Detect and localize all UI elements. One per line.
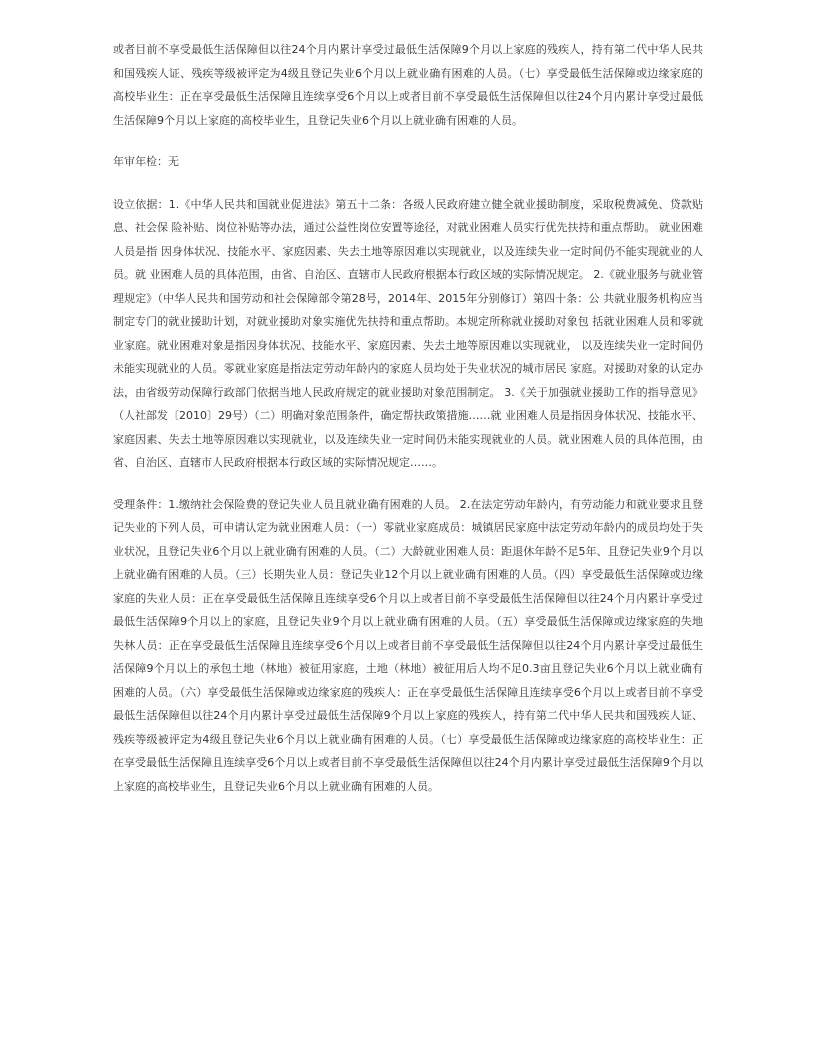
paragraph-legal-basis: 设立依据：1.《中华人民共和国就业促进法》第五十二条：各级人民政府建立健全就业援助制度，采取税费减免、贷款贴息、社会保 险补贴、岗位补贴等办法，通过公益性岗位安置等途径，对就业困难人员实行优先扶持和重点帮助。 就业困难人员是指 因身体状况、技能水平、家庭因素、失去土地等原因难以实现就业，以及连续失业一定时间仍不能实现就业的人员。就 业困难人员的具体范围，由省、自治区、直辖市人民政府根据本行政区域的实际情况规定。 2.《就业服务与就业管理规定》（中华人民共和国劳动和社会保障部令第28号，2014年、2015年分别修订）第四十条：公 共就业服务机构应当制定专门的就业援助计划，对就业援助对象实施优先扶持和重点帮助。本规定所称就业援助对象包 括就业困难人员和零就业家庭。就业困难对象是指因身体状况、技能水平、家庭因素、失去土地等原因难以实现就业， 以及连续失业一定时间仍未能实现就业的人员。零就业家庭是指法定劳动年龄内的家庭人员均处于失业状况的城市居民 家庭。对援助对象的认定办法，由省级劳动保障行政部门依据当地人民政府规定的就业援助对象范围制定。 3.《关于加强就业援助工作的指导意见》（人社部发〔2010〕29号）（二）明确对象范围条件，确定帮扶政策措施……就 业困难人员是指因身体状况、技能水平、家庭因素、失去土地等原因难以实现就业，以及连续失业一定时间仍未能实现就业的人员。就业困难人员的具体范围，由省、自治区、直辖市人民政府根据本行政区域的实际情况规定……。 — [113, 197, 703, 469]
paragraph-continuation: 或者目前不享受最低生活保障但以往24个月内累计享受过最低生活保障9个月以上家庭的残疾人，持有第二代中华人民共和国残疾人证、残疾等级被评定为4级且登记失业6个月以上就业确有困难的人员。（七）享受最低生活保障或边缘家庭的高校毕业生：正在享受最低生活保障且连续享受6个月以上或者目前不享受最低生活保障但以往24个月内累计享受过最低生活保障9个月以上家庭的高校毕业生，且登记失业6个月以上就业确有困难的人员。 — [113, 43, 703, 127]
paragraph-spacer — [113, 132, 703, 150]
document-page — [113, 38, 703, 798]
paragraph-spacer — [113, 174, 703, 193]
paragraph-spacer — [113, 475, 703, 493]
paragraph-annual-review: 年审年检：无 — [113, 155, 179, 168]
paragraph-acceptance-conditions: 受理条件：1.缴纳社会保险费的登记失业人员且就业确有困难的人员。 2.在法定劳动年龄内，有劳动能力和就业要求且登记失业的下列人员，可申请认定为就业困难人员：（一）零就业家庭成员：城镇居民家庭中法定劳动年龄内的成员均处于失业状况，且登记失业6个月以上就业确有困难的人员。（二）大龄就业困难人员：距退休年龄不足5年、且登记失业9个月以上就业确有困难的人员。（三）长期失业人员：登记失业12个月以上就业确有困难的人员。（四）享受最低生活保障或边缘家庭的失业人员：正在享受最低生活保障且连续享受6个月以上或者目前不享受最低生活保障但以往24个月内累计享受过最低生活保障9个月以上的家庭，且登记失业9个月以上就业确有困难的人员。（五）享受最低生活保障或边缘家庭的失地失林人员：正在享受最低生活保障且连续享受6个月以上或者目前不享受最低生活保障但以往24个月内累计享受过最低生活保障9个月以上的承包土地（林地）被征用家庭，土地（林地）被征用后人均不足0.3亩且登记失业6个月以上就业确有困难的人员。（六）享受最低生活保障或边缘家庭的残疾人：正在享受最低生活保障且连续享受6个月以上或者目前不享受最低生活保障但以往24个月内累计享受过最低生活保障9个月以上家庭的残疾人，持有第二代中华人民共和国残疾人证、残疾等级被评定为4级且登记失业6个月以上就业确有困难的人员。（七）享受最低生活保障或边缘家庭的高校毕业生：正在享受最低生活保障且连续享受6个月以上或者目前不享受最低生活保障但以往24个月内累计享受过最低生活保障9个月以上家庭的高校毕业生，且登记失业6个月以上就业确有困难的人员。 — [113, 497, 703, 793]
